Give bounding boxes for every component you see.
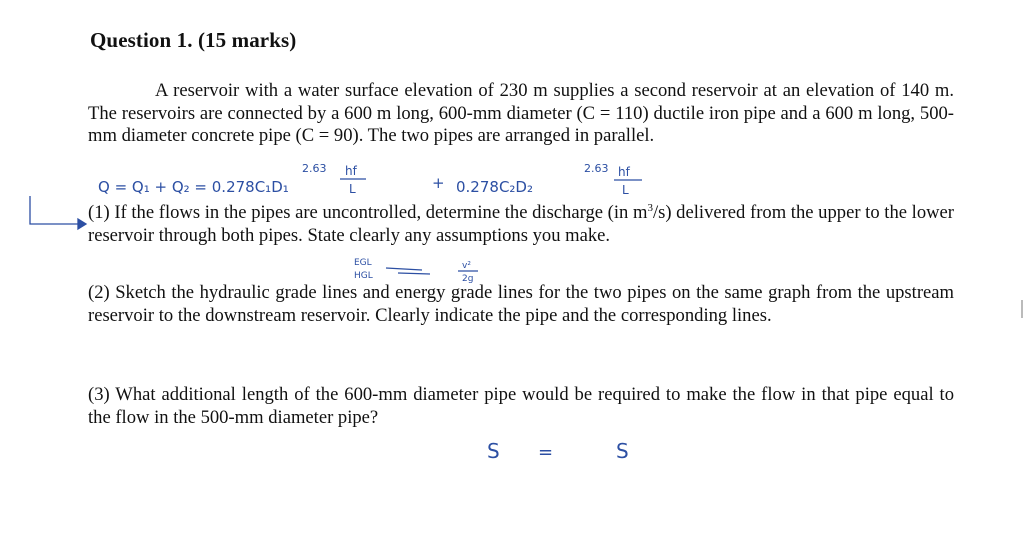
handwritten-plus: + [432,174,445,192]
handwritten-egl: EGL [354,258,372,268]
handwritten-frac1-num: hf [345,164,357,178]
handwritten-hgl: HGL [354,271,373,281]
handwritten-exponent-1: 2.63 [302,162,327,175]
question-title: Question 1. (15 marks) [90,28,297,52]
handwritten-frac1-den: L [349,182,356,196]
part-2-text: Sketch the hydraulic grade lines and energy grade lines for the two pipes on the same graph from the upstream reservoir to the downstream reservoir. Clearly indicate the pipe and the corresponding lines. [88,282,954,326]
part-1-text-before: If the flows in the pipes are uncontrolled, determine the discharge (in m [114,202,648,223]
handwritten-exponent-2: 2.63 [584,162,609,175]
handwritten-s-left: S [487,439,500,463]
handwritten-frac2-den: L [622,183,629,197]
handwritten-2g: 2g [462,274,474,284]
annotation-arrow [30,196,84,224]
handwritten-bracket [398,273,430,274]
handwritten-arrow [386,268,422,270]
part-3 [88,384,954,429]
handwritten-frac2-num: hf [618,165,630,179]
part-2 [88,282,954,327]
part-1-superscript: 3 [647,201,653,214]
page-edge-mark [1021,300,1023,318]
part-3-number: (3) [88,384,110,405]
handwritten-equation-lhs: Q = Q₁ + Q₂ = 0.278C₁D₁ [98,178,289,196]
handwritten-term-2: 0.278C₂D₂ [456,178,533,196]
part-1 [88,202,954,247]
arrow-head-icon [78,219,86,229]
handwritten-equals: = [538,442,554,463]
handwritten-s-right: S [616,439,629,463]
part-2-number: (2) [88,282,110,303]
part-1-number: (1) [88,202,110,223]
part-3-text: What additional length of the 600-mm diameter pipe would be required to make the flow in that pipe equal to the flow in the 500-mm diameter pipe? [88,384,955,428]
handwritten-v2: v² [462,261,471,271]
problem-statement: A reservoir with a water surface elevation of 230 m supplies a second reservoir at an elevation of 140 m. The reservoirs are connected by a 600 m long, 600-mm diameter (C = 110) ductile iron pipe and a 600 m long, 500-mm diameter concrete pipe (C = 90). The two pipes are arranged in parallel. [88,80,954,146]
part-1-text-after: /s) delivered from the upper to the lower reservoir through both pipes. State clearly any assumptions you make. [88,202,954,246]
